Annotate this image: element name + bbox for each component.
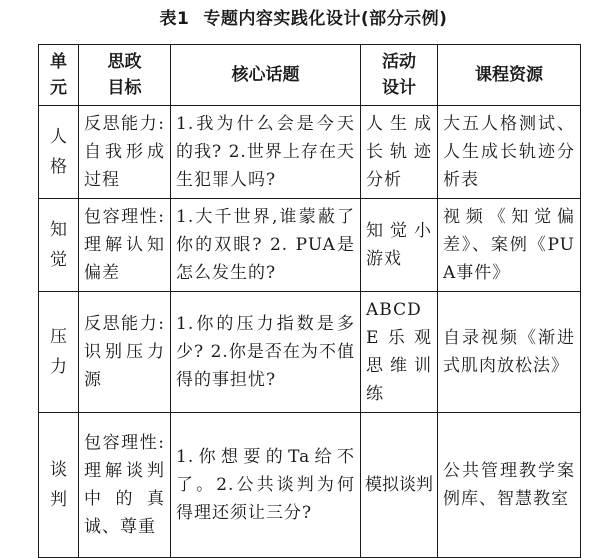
header-row [39, 45, 581, 106]
cell-topic: 1.大千世界,谁蒙蔽了你的双眼? 2. PUA是怎么发生的? [171, 199, 361, 292]
cell-topic: 1.你的压力指数是多少? 2.你是否在为不值得的事担忧? [171, 292, 361, 413]
header-unit: 单元 [39, 45, 79, 106]
cell-activity: 知觉小游戏 [361, 199, 438, 292]
header-resource: 课程资源 [438, 45, 581, 106]
header-goal: 思政目标 [79, 45, 171, 106]
table-caption [0, 4, 607, 29]
cell-activity: 人生成长轨迹分析 [361, 106, 438, 199]
cell-unit: 知觉 [39, 199, 79, 292]
cell-goal: 反思能力:自我形成过程 [79, 106, 171, 199]
cell-resource: 自录视频《渐进式肌肉放松法》 [438, 292, 581, 413]
cell-resource: 公共管理教学案例库、智慧教室 [438, 413, 581, 558]
cell-goal: 反思能力:识别压力源 [79, 292, 171, 413]
table-row [39, 199, 581, 292]
cell-unit: 谈判 [39, 413, 79, 558]
content-design-table [38, 44, 581, 558]
cell-topic: 1.你想要的Ta给不了。2.公共谈判为何得理还须让三分? [171, 413, 361, 558]
cell-unit: 压力 [39, 292, 79, 413]
table-row [39, 413, 581, 558]
cell-topic: 1.我为什么会是今天的我? 2.世界上存在天生犯罪人吗? [171, 106, 361, 199]
table-row [39, 292, 581, 413]
cell-activity: ABCDE乐观思维训练 [361, 292, 438, 413]
cell-activity: 模拟谈判 [361, 413, 438, 558]
cell-goal: 包容理性:理解谈判中的真诚、尊重 [79, 413, 171, 558]
cell-resource: 大五人格测试、人生成长轨迹分析表 [438, 106, 581, 199]
header-topic: 核心话题 [171, 45, 361, 106]
cell-resource: 视频《知觉偏差》、案例《PUA事件》 [438, 199, 581, 292]
table-title: 专题内容实践化设计(部分示例) [203, 9, 448, 29]
header-activity: 活动设计 [361, 45, 438, 106]
table-number: 表1 [159, 9, 190, 29]
cell-goal: 包容理性:理解认知偏差 [79, 199, 171, 292]
table-row [39, 106, 581, 199]
cell-unit: 人格 [39, 106, 79, 199]
